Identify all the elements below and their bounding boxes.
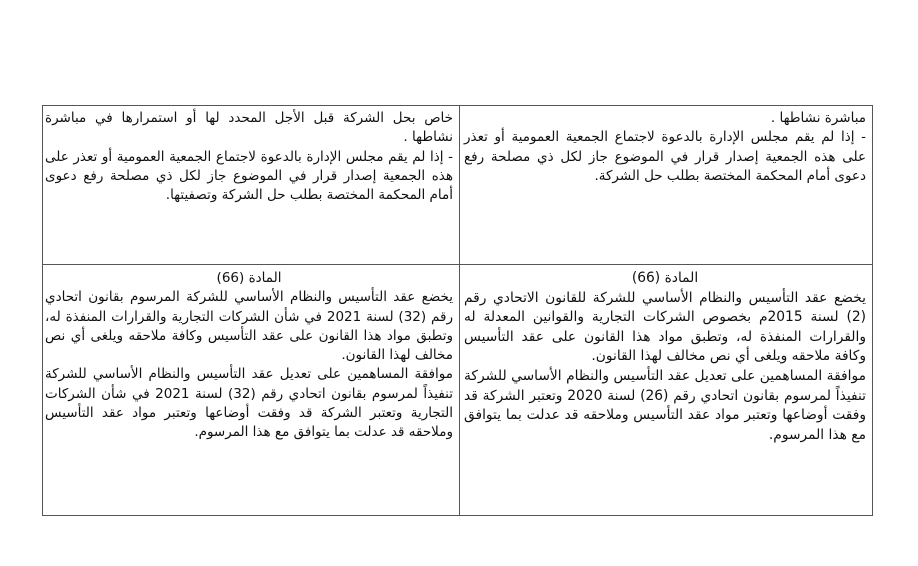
row-divider (43, 264, 872, 265)
comparison-table (42, 105, 873, 516)
column-divider (459, 106, 460, 515)
paragraph: موافقة المساهمين على تعديل عقد التأسيس والنظام الأساسي للشركة تنفيذاً لمرسوم بقانون اتحادي رقم (32) لسنة 2021 في شأن الشركات التجارية وتعتبر الشركة قد وفقت أوضاعها وتعتبر مواد عقد التأسيس وملاحقه قد عدلت بما يتوافق مع هذا المرسوم. (45, 366, 453, 441)
article-heading: المادة (66) (216, 270, 282, 286)
paragraph: موافقة المساهمين على تعديل عقد التأسيس والنظام الأساسي للشركة تنفيذاً لمرسوم بقانون اتحادي رقم (26) لسنة 2020 وتعتبر الشركة قد وفقت أوضاعها وتعتبر مواد عقد التأسيس وملاحقه قد عدلت بما يتوافق مع هذا المرسوم. (464, 367, 866, 443)
paragraph: يخضع عقد التأسيس والنظام الأساسي للشركة للقانون الاتحادي رقم (2) لسنة 2015م بخصوص الشركات التجارية والقوانين المعدلة له والقرارات المنفذة له، وتطبق مواد هذا القانون على عقد التأسيس وكافة ملاحقه ويلغى أي نص مخالف لهذا القانون. (464, 289, 866, 365)
paragraph: يخضع عقد التأسيس والنظام الأساسي للشركة المرسوم بقانون اتحادي رقم (32) لسنة 2021 في شأن الشركات التجارية والقرارات المنفذة له، وتطبق مواد هذا القانون على عقد التأسيس وكافة ملاحقه ويلغى أي نص مخالف لهذا القانون. (45, 289, 453, 364)
cell-left-bottom (45, 269, 453, 443)
cell-right-bottom (464, 269, 866, 445)
cell-left-top (45, 109, 453, 205)
paragraph: خاص بحل الشركة قبل الأجل المحدد لها أو استمرارها في مباشرة نشاطها . (45, 110, 453, 146)
cell-right-top (464, 109, 866, 186)
paragraph: - إذا لم يقم مجلس الإدارة بالدعوة لاجتماع الجمعية العمومية أو تعذر على هذه الجمعية إصدار قرار في الموضوع جاز لكل ذي مصلحة رفع دعوى أمام المحكمة المختصة بطلب حل الشركة وتصفيتها. (45, 148, 453, 204)
article-heading: المادة (66) (631, 270, 699, 286)
paragraph: - إذا لم يقم مجلس الإدارة بالدعوة لاجتماع الجمعية العمومية أو تعذر على هذه الجمعية إصدار قرار في الموضوع جاز لكل ذي مصلحة رفع دعوى أمام المحكمة المختصة بطلب حل الشركة. (464, 129, 866, 184)
paragraph: مباشرة نشاطها . (770, 110, 866, 126)
